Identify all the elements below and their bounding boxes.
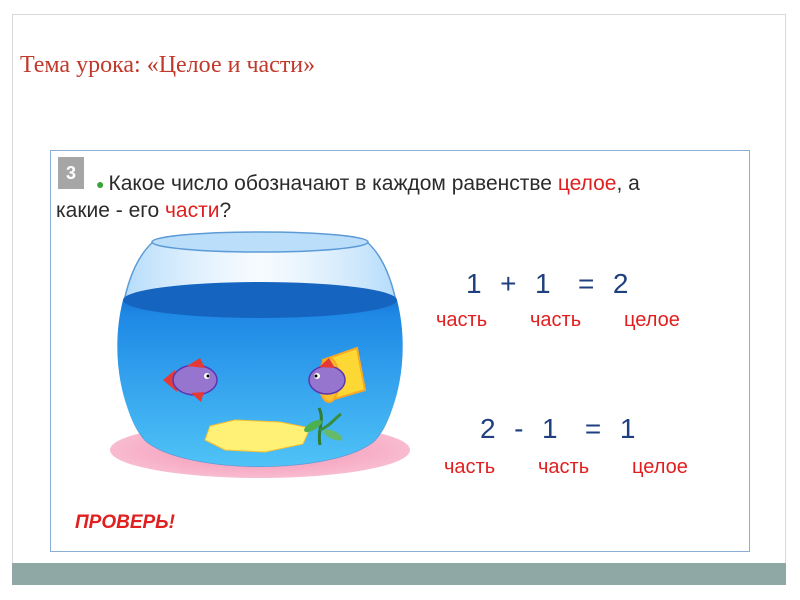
bottom-bar — [12, 563, 786, 585]
bowl-rim — [152, 232, 368, 252]
equation-1: 1 + 1 = 2 — [466, 268, 630, 299]
question-word-parts: части — [164, 199, 220, 222]
water-surface — [123, 282, 397, 318]
question-line-1 — [96, 170, 640, 198]
equation-1-label-whole: целое — [624, 309, 680, 331]
question-word-whole: целое — [557, 172, 617, 195]
equation-2-label-whole: целое — [632, 456, 688, 478]
question-part: , а — [616, 172, 640, 195]
question-part: ? — [219, 199, 232, 222]
equation-1-label-part: часть — [436, 309, 488, 331]
slide-title: Тема урока: «Целое и части» — [20, 52, 316, 78]
equation-1-label-part: часть — [530, 309, 582, 331]
question-part: какие - его — [56, 199, 165, 222]
equation-2: 2 - 1 = 1 — [480, 413, 637, 444]
aquarium-illustration — [105, 230, 425, 480]
equation-2-label-part: часть — [538, 456, 590, 478]
bullet-icon: ● — [96, 175, 105, 192]
question-line-2 — [56, 197, 231, 224]
question-part: Какое число обозначают в каждом равенстве — [108, 172, 558, 195]
slide-number-badge: 3 — [58, 157, 84, 189]
equation-2-label-part: часть — [444, 456, 496, 478]
check-button[interactable]: ПРОВЕРЬ! — [75, 512, 175, 533]
